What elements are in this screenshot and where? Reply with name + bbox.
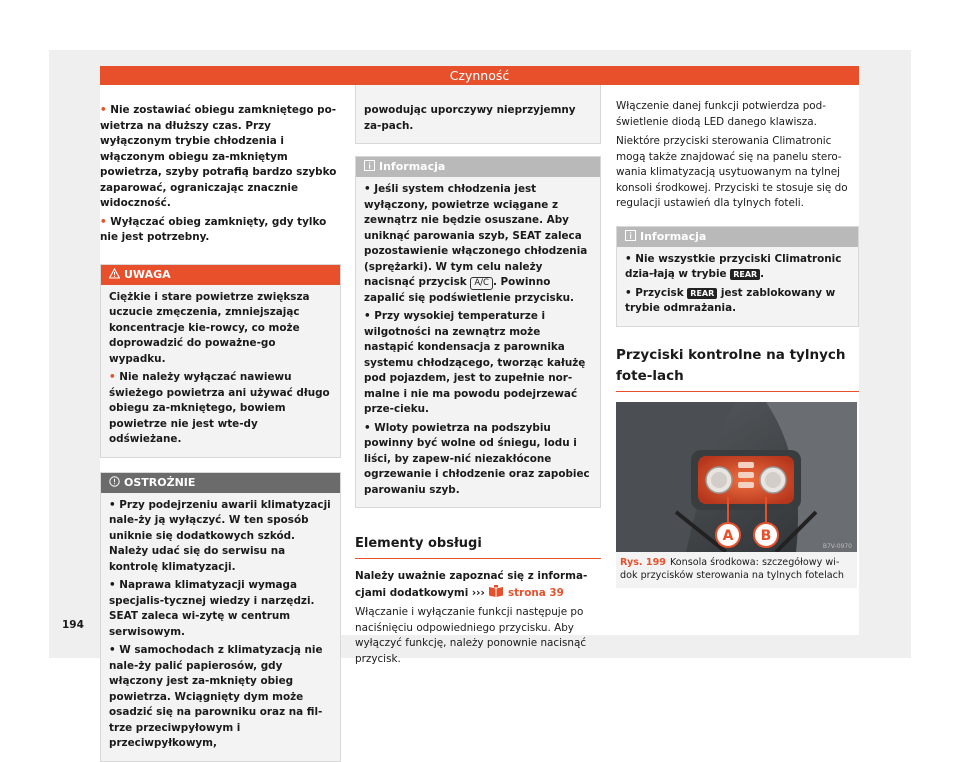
info-bullet: • Jeśli system chłodzenia jest wyłączony, powietrze wciągane z zewnątrz nie będzie osuszane. Aby uniknąć parowania szyb, SEAT zaleca pozostawienie włączonego chłodzenia (sprężarki). W tym celu należy nacisnąć przycisk A/C . Powinno zapalić się podświetlenie przycisku. — [364, 183, 588, 304]
figure-code: B7V-0970 — [822, 542, 852, 550]
column-3 — [616, 99, 859, 588]
book-link-icon[interactable] — [488, 585, 504, 598]
column-1 — [100, 103, 341, 762]
caution-bullet: • Naprawa klimatyzacji wymaga specjalis-tycznej wiedzy i narzędzi. SEAT zaleca wi-zytę w centrum serwisowym. — [109, 579, 315, 638]
column-2 — [355, 85, 601, 671]
info-bullet: • Wloty powietrza na podszybiu powinny być wolne od śniegu, lodu i liści, by zapew-nić niezakłócone ogrzewanie i chłodzenie oraz zapobiec parowaniu szyb. — [364, 421, 590, 496]
intro-bullet: • Nie zostawiać obiegu zamkniętego po-wietrza na dłuższy czas. Przy wyłączonym trybie chłodzenia i włączonym obiegu za-mkniętym powietrza, szyby potrafią bardzo szybko zaparować, ograniczając znacznie widoczność. — [100, 104, 337, 209]
section-title: Elementy obsługi — [355, 536, 482, 551]
info-bullet: • Nie wszystkie przyciski Climatronic dzia-łają w trybie REAR . — [625, 252, 842, 280]
rear-console-photo — [616, 402, 857, 552]
warning-header: UWAGA — [101, 265, 340, 285]
warning-bullet: • Nie należy wyłączać nawiewu świeżego powietrza ani używać długo obiegu za-mkniętego, bowiem powietrze nie jest wte-dy odświeżane. — [109, 371, 330, 445]
section-title: Przyciski kontrolne na tylnych fote-lach — [616, 346, 846, 384]
exclamation-circle-icon — [109, 474, 120, 485]
figure-label-a: A — [722, 527, 734, 544]
figure-caption: Rys. 199 Konsola środkowa: szczegółowy wi-dok przycisków sterowania na tylnych fotelach — [616, 552, 857, 588]
caution-box — [100, 472, 341, 762]
reference-paragraph: Należy uważnie zapoznać się z informa-cjami dodatkowymi ››› strona 39 — [355, 570, 588, 599]
figure-label-b: B — [760, 527, 772, 544]
rear-key: REAR — [687, 288, 717, 299]
warning-box — [100, 264, 341, 458]
section-rule — [616, 391, 859, 392]
info-box — [616, 226, 859, 327]
page-number: 194 — [62, 619, 84, 631]
info-box — [355, 156, 601, 508]
page-link[interactable]: strona 39 — [507, 586, 564, 599]
ac-key: A/C — [470, 277, 493, 290]
intro-bullet: • Wyłączać obieg zamknięty, gdy tylko nie jest potrzebny. — [100, 215, 327, 243]
info-icon — [625, 228, 636, 239]
info-header: Informacja — [617, 227, 858, 247]
body-paragraph: Włączenie danej funkcji potwierdza pod-świetlenie diodą LED danego klawisza. — [616, 100, 826, 128]
figure-199 — [616, 402, 857, 588]
continuation-box — [355, 85, 601, 144]
caution-header: OSTROŻNIE — [101, 473, 340, 493]
section-elementy — [355, 534, 601, 667]
page-header-title: Czynność — [449, 68, 510, 83]
warning-intro: Ciężkie i stare powietrze zwiększa uczucie zmęczenia, zmniejszając koncentracje kie-rowcy, co może doprowadzić do poważne-go wypadku. — [109, 290, 310, 365]
body-paragraph: Włączanie i wyłączanie funkcji następuje po naciśnięciu odpowiedniego przycisku. Aby wyłączyć funkcję, należy ponownie nacisnąć przycisk. — [355, 606, 587, 665]
continuation-text: powodując uporczywy nieprzyjemny za-pach. — [364, 104, 576, 132]
rear-key: REAR — [730, 269, 760, 280]
page-content — [100, 85, 859, 749]
info-header: Informacja — [356, 157, 600, 177]
info-icon — [364, 158, 375, 169]
caution-bullet: • W samochodach z klimatyzacją nie nale-ży palić papierosów, gdy włączony jest za-mknięty obieg powietrza. Wciągnięty dym może osadzić się na parowniku oraz na fil-trze przeciwpyłowym i przeciwpyłkowym, — [109, 644, 323, 749]
section-rule — [355, 558, 601, 559]
body-paragraph: Niektóre przyciski sterowania Climatronic mogą także znajdować się na panelu stero-wania klimatyzacją usytuowanym na tylnej konsoli środkowej. Przyciski te stosuje się do regulacji ustawień dla tylnych foteli. — [616, 135, 848, 209]
info-bullet: • Przycisk REAR jest zablokowany w trybie odmrażania. — [625, 286, 836, 314]
caution-bullet: • Przy podejrzeniu awarii klimatyzacji nale-ży ją wyłączyć. W ten sposób uniknie się dodatkowych szkód. Należy udać się do serwisu na kontrolę klimatyzacji. — [109, 498, 331, 573]
warning-triangle-icon — [109, 266, 120, 277]
info-bullet: • Przy wysokiej temperaturze i wilgotności na zewnątrz może nastąpić kondensacja z parownika systemu chłodzącego, tworząc kałużę pod pojazdem, jest to zupełnie nor-malne i nie ma powodu podejrzewać prze-cieku. — [364, 310, 586, 415]
section-przyciski — [616, 345, 859, 392]
